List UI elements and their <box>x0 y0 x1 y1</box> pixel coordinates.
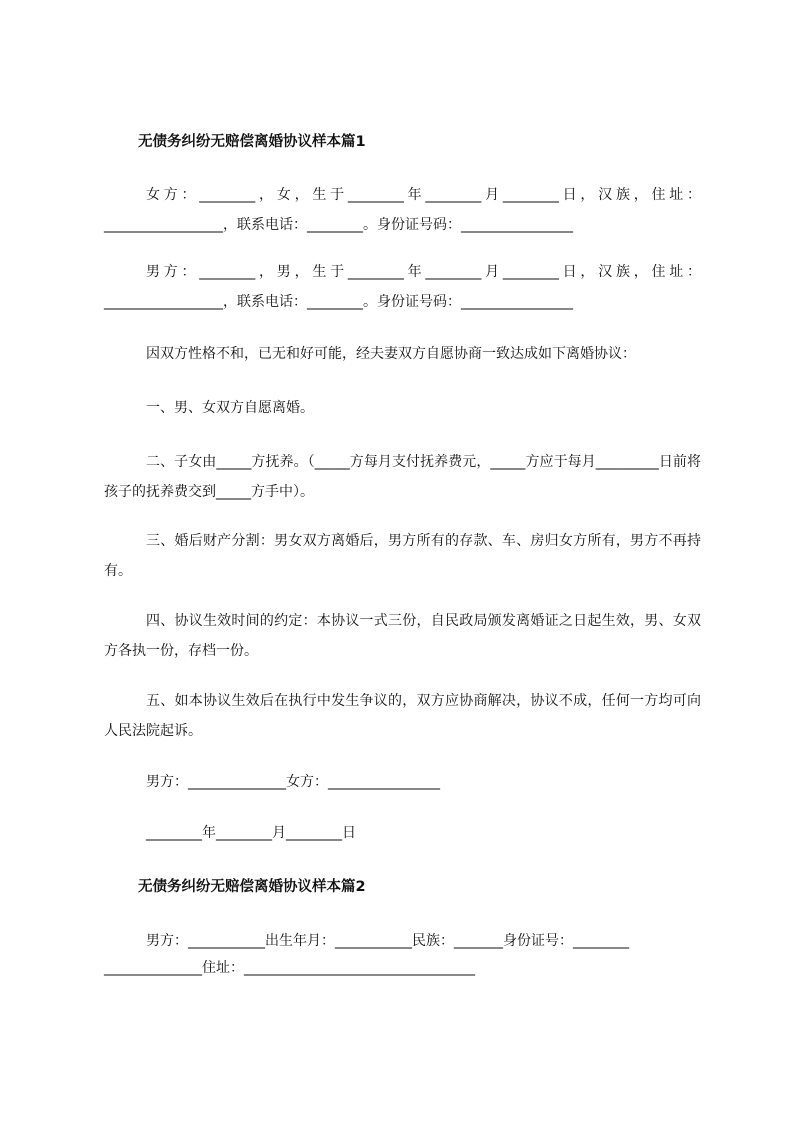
clause-5-paragraph: 五、如本协议生效后在执行中发生争议的，双方应协商解决，协议不成，任何一方均可向人民法院起诉。 <box>104 693 701 739</box>
clause-2-paragraph: 二、子女由_____方抚养。（_____方每月支付抚养费元，_____方应于每月_________日前将孩子的抚养费交到_____方手中）。 <box>104 454 701 500</box>
male-info-paragraph: 男方：________，男，生于________年________月________日，汉族，住址：_________________，联系电话：________。身份证号码：________________ <box>104 264 701 310</box>
female-info-paragraph: 女方：________，女，生于________年________月________日，汉族，住址：_________________，联系电话：________。身份证号码：________________ <box>104 187 701 233</box>
section-2-heading: 无债务纠纷无赔偿离婚协议样本篇2 <box>138 879 366 895</box>
section-2-male-info-line-2: ______________住址：_________________________________ <box>104 960 475 976</box>
section-1-heading: 无债务纠纷无赔偿离婚协议样本篇1 <box>138 134 366 150</box>
date-line: ________年________月________日 <box>146 825 356 841</box>
clause-1-paragraph: 一、男、女双方自愿离婚。 <box>146 400 314 416</box>
clause-3-paragraph: 三、婚后财产分割：男女双方离婚后，男方所有的存款、车、房归女方所有，男方不再持有。 <box>104 533 701 579</box>
clause-4-paragraph: 四、协议生效时间的约定：本协议一式三份，自民政局颁发离婚证之日起生效，男、女双方各执一份，存档一份。 <box>104 613 701 659</box>
signature-line: 男方：______________女方：________________ <box>146 774 440 790</box>
intro-paragraph: 因双方性格不和，已无和好可能，经夫妻双方自愿协商一致达成如下离婚协议： <box>146 346 636 362</box>
section-2-male-info-line-1: 男方：___________出生年月：___________民族：_______身份证号：________ <box>146 933 629 949</box>
